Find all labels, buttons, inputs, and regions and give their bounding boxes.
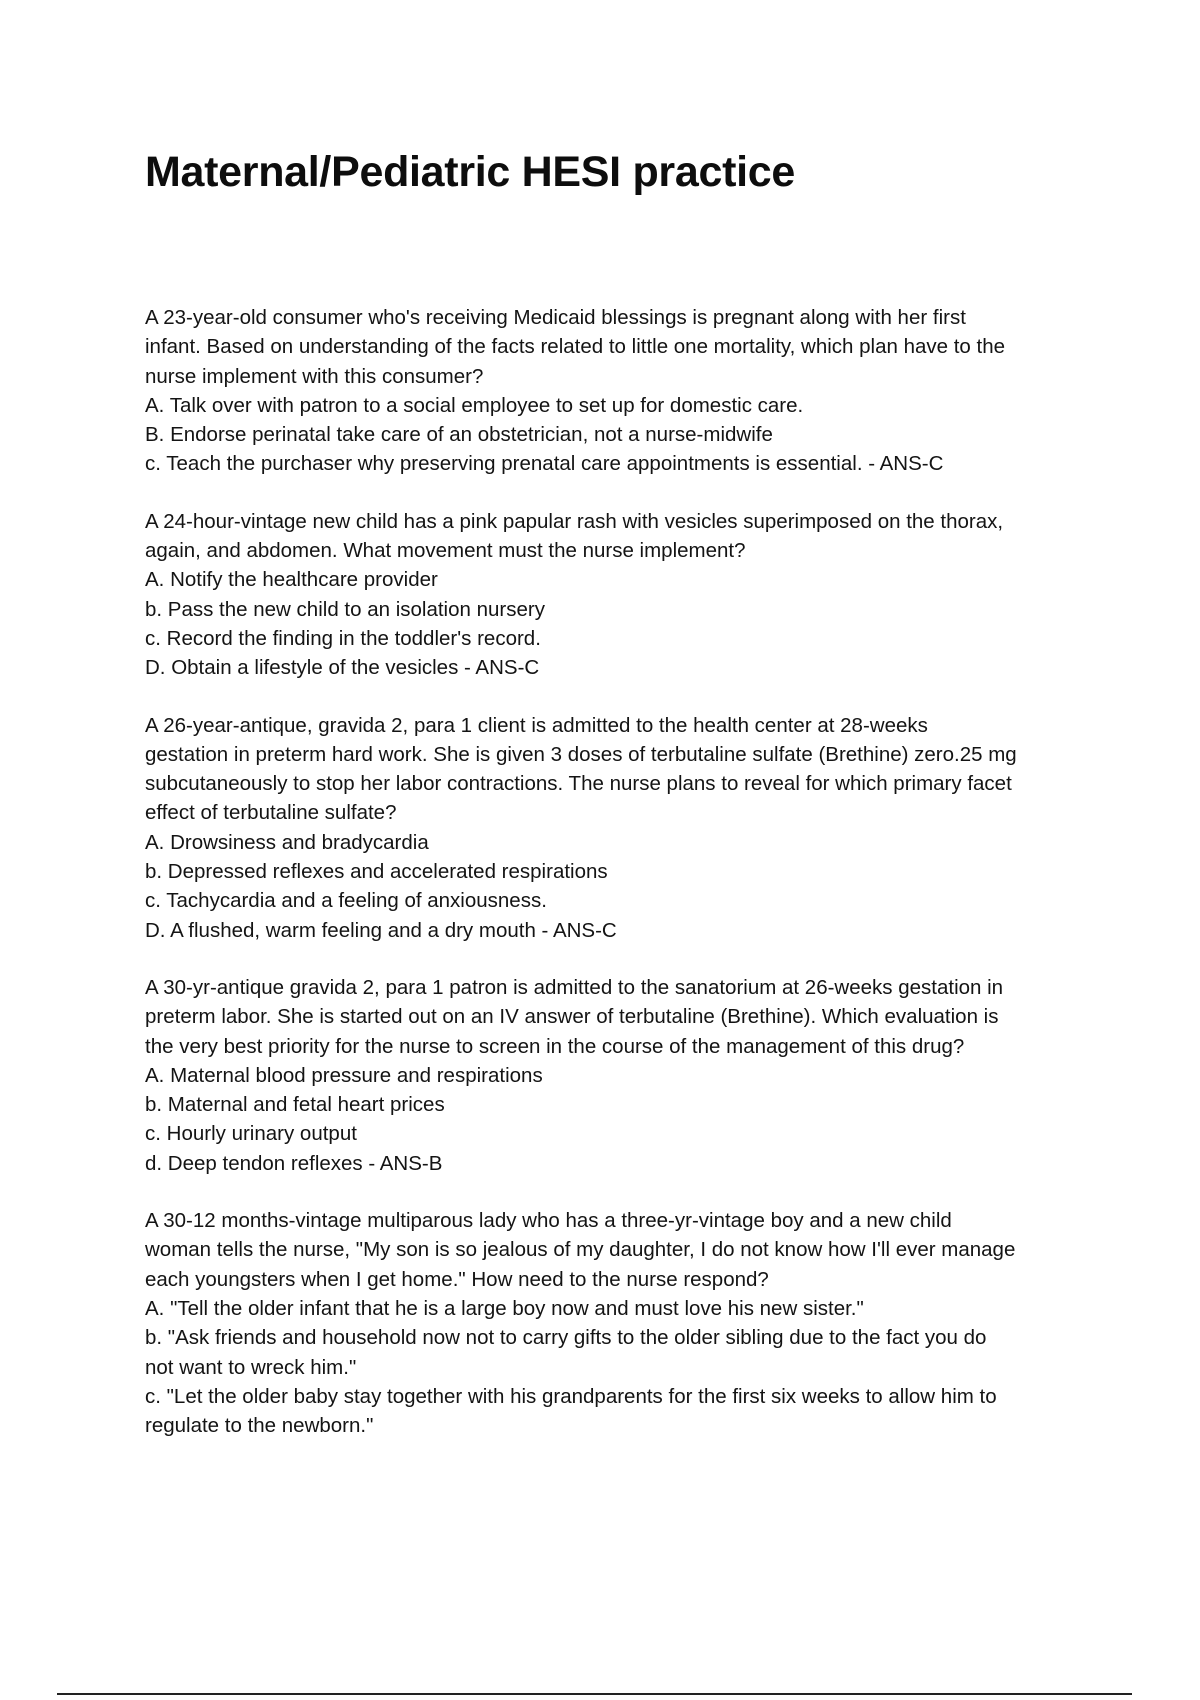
question-stem-line: infant. Based on understanding of the facts related to little one mortality, which plan have to the [145, 335, 1006, 359]
answer-option: not want to wreck him." [145, 1355, 357, 1379]
answer-option: b. Depressed reflexes and accelerated respirations [145, 860, 608, 884]
question-5 [145, 1206, 1095, 1440]
answer-option: d. Deep tendon reflexes - ANS-B [145, 1151, 443, 1175]
question-stem-line: subcutaneously to stop her labor contractions. The nurse plans to reveal for which primary facet [145, 772, 1012, 796]
answer-option: c. "Let the older baby stay together with his grandparents for the first six weeks to allow him to [145, 1384, 997, 1408]
question-stem-line: A 24-hour-vintage new child has a pink papular rash with vesicles superimposed on the thorax, [145, 509, 1004, 533]
question-list [145, 303, 1095, 1468]
question-stem-line: woman tells the nurse, "My son is so jealous of my daughter, I do not know how I'll ever manage [145, 1238, 1016, 1262]
question-stem-line: again, and abdomen. What movement must the nurse implement? [145, 539, 746, 563]
document-title: Maternal/Pediatric HESI practice [145, 148, 795, 196]
question-stem-line: effect of terbutaline sulfate? [145, 801, 397, 825]
answer-option: B. Endorse perinatal take care of an obstetrician, not a nurse-midwife [145, 423, 773, 447]
question-stem-line: A 30-yr-antique gravida 2, para 1 patron is admitted to the sanatorium at 26-weeks gestation in [145, 975, 1004, 999]
question-stem-line: preterm labor. She is started out on an IV answer of terbutaline (Brethine). Which evaluation is [145, 1005, 999, 1029]
question-stem-line: gestation in preterm hard work. She is given 3 doses of terbutaline sulfate (Brethine) zero.25 mg [145, 742, 1017, 766]
question-2 [145, 507, 1095, 683]
answer-option: b. "Ask friends and household now not to carry gifts to the older sibling due to the fact you do [145, 1326, 987, 1350]
answer-option: A. Talk over with patron to a social employee to set up for domestic care. [145, 393, 804, 417]
question-stem-line: A 30-12 months-vintage multiparous lady who has a three-yr-vintage boy and a new child [145, 1209, 952, 1233]
answer-option: c. Tachycardia and a feeling of anxiousness. [145, 889, 547, 913]
answer-option: b. Maternal and fetal heart prices [145, 1093, 445, 1117]
answer-option: A. Maternal blood pressure and respirations [145, 1063, 543, 1087]
question-stem-line: A 26-year-antique, gravida 2, para 1 client is admitted to the health center at 28-weeks [145, 713, 928, 737]
answer-option: A. Drowsiness and bradycardia [145, 830, 429, 854]
answer-option: b. Pass the new child to an isolation nursery [145, 597, 545, 621]
question-4 [145, 973, 1095, 1178]
answer-option: D. A flushed, warm feeling and a dry mouth - ANS-C [145, 918, 617, 942]
question-stem-line: each youngsters when I get home." How need to the nurse respond? [145, 1267, 769, 1291]
answer-option: c. Teach the purchaser why preserving prenatal care appointments is essential. - ANS-C [145, 452, 944, 476]
question-stem-line: A 23-year-old consumer who's receiving Medicaid blessings is pregnant along with her first [145, 306, 966, 329]
question-1 [145, 303, 1095, 479]
answer-option: c. Hourly urinary output [145, 1122, 357, 1146]
answer-option: c. Record the finding in the toddler's record. [145, 626, 541, 650]
question-stem-line: the very best priority for the nurse to screen in the course of the management of this drug? [145, 1034, 965, 1058]
answer-option: D. Obtain a lifestyle of the vesicles - ANS-C [145, 656, 540, 680]
answer-option: A. "Tell the older infant that he is a large boy now and must love his new sister." [145, 1296, 864, 1320]
answer-option: regulate to the newborn." [145, 1414, 374, 1438]
question-3 [145, 711, 1095, 945]
question-stem-line: nurse implement with this consumer? [145, 364, 484, 388]
footer-divider [57, 1693, 1132, 1695]
answer-option: A. Notify the healthcare provider [145, 568, 438, 592]
